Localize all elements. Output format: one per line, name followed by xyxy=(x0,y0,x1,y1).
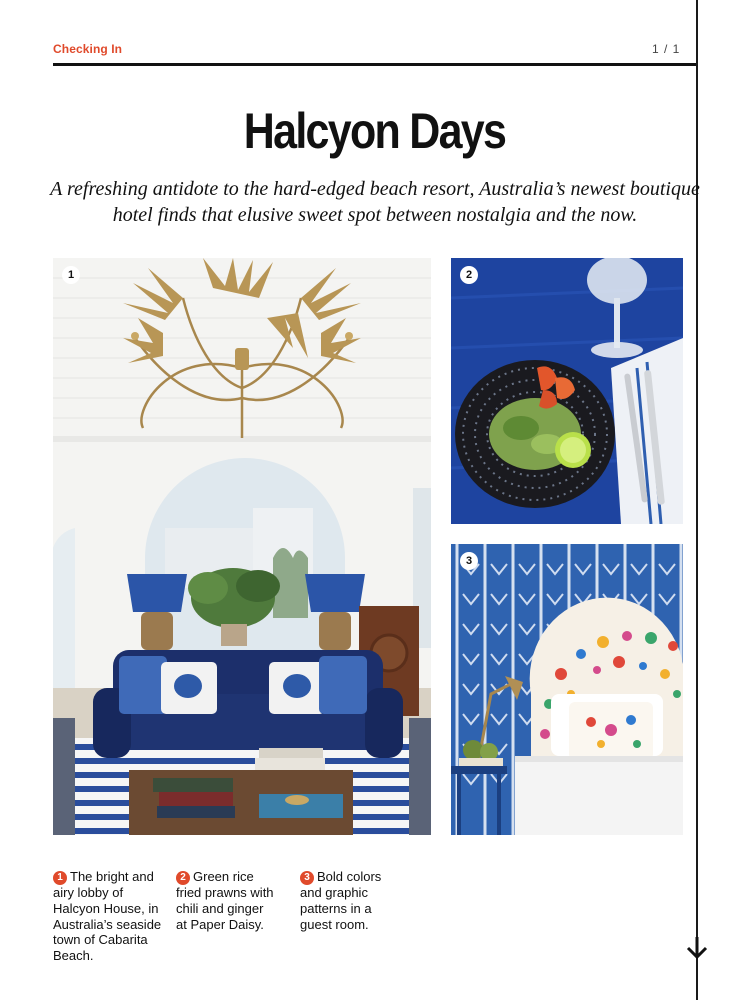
caption-number-2: 2 xyxy=(176,871,190,885)
caption-3 xyxy=(300,869,400,932)
page-count: 1 / 1 xyxy=(652,42,681,56)
guest-room-photo xyxy=(451,544,683,835)
caption-number-3: 3 xyxy=(300,871,314,885)
lobby-photo xyxy=(53,258,431,835)
caption-text-1: The bright and airy lobby of Halcyon House, in Australia’s seaside town of Cabarita Beach. xyxy=(53,869,162,964)
caption-text-2: Green rice fried prawns with chili and ginger at Paper Daisy. xyxy=(176,869,274,932)
caption-text-3: Bold colors and graphic patterns in a guest room. xyxy=(300,869,382,932)
photo-number-1: 1 xyxy=(62,266,80,284)
caption-number-1: 1 xyxy=(53,871,67,885)
article-title: Halcyon Days xyxy=(243,103,506,159)
down-arrow-icon[interactable] xyxy=(686,935,708,961)
photo-number-2: 2 xyxy=(460,266,478,284)
prawn-dish-photo xyxy=(451,258,683,524)
article-deck: A refreshing antidote to the hard-edged beach resort, Australia’s newest boutique hotel finds that elusive sweet spot between nostalgia and the now. xyxy=(50,178,700,226)
section-label: Checking In xyxy=(53,42,123,56)
caption-2 xyxy=(176,869,276,932)
page-edge-line xyxy=(696,0,698,1000)
photo-number-3: 3 xyxy=(460,552,478,570)
caption-1 xyxy=(53,869,163,964)
header-rule xyxy=(53,63,696,66)
